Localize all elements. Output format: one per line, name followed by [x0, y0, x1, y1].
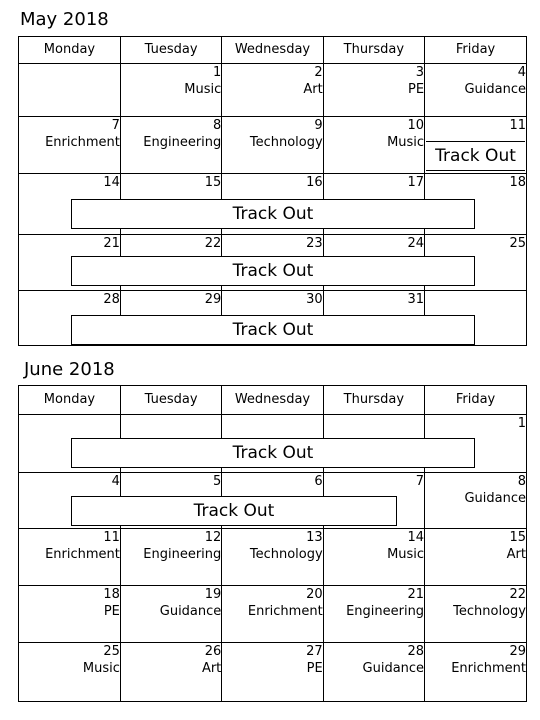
special-label: Guidance	[464, 490, 526, 506]
may-month-title: May 2018	[20, 9, 109, 30]
day-cell[interactable]	[323, 63, 424, 116]
day-cell[interactable]	[425, 116, 526, 173]
special-label: Engineering	[143, 546, 222, 562]
special-label: Music	[184, 81, 222, 97]
day-number: 5	[213, 473, 222, 489]
day-number: 15	[509, 529, 526, 545]
june-month-title: June 2018	[24, 359, 115, 380]
day-number: 17	[407, 174, 425, 190]
day-cell[interactable]	[425, 642, 526, 701]
day-cell[interactable]	[19, 528, 120, 585]
day-number: 12	[204, 529, 222, 545]
day-number: 1	[213, 64, 222, 80]
day-number: 25	[103, 643, 120, 659]
day-number: 10	[407, 117, 425, 133]
day-number: 27	[306, 643, 323, 659]
day-cell[interactable]	[120, 63, 221, 116]
day-cell[interactable]	[120, 116, 221, 173]
special-label: Guidance	[159, 603, 222, 619]
june-calendar-grid	[18, 385, 527, 702]
day-number: 31	[407, 291, 425, 307]
track-out-bar[interactable]: Track Out	[71, 496, 397, 526]
special-label: Guidance	[362, 660, 425, 676]
special-label: Enrichment	[45, 134, 120, 150]
weekday-header-thursday: Thursday	[323, 37, 424, 63]
weekday-header-monday: Monday	[19, 37, 120, 63]
day-cell[interactable]	[120, 642, 221, 701]
weekday-header-monday: Monday	[19, 386, 120, 414]
day-cell[interactable]	[19, 116, 120, 173]
day-number: 1	[517, 415, 526, 431]
special-label: Music	[387, 546, 425, 562]
special-label: Engineering	[346, 603, 425, 619]
track-out-bar[interactable]: Track Out	[71, 256, 475, 286]
special-label: Art	[506, 546, 526, 562]
special-label: PE	[103, 603, 120, 619]
special-label: Music	[82, 660, 120, 676]
weekday-header-friday: Friday	[425, 386, 526, 414]
weekday-header-tuesday: Tuesday	[120, 37, 221, 63]
special-label: Guidance	[464, 81, 526, 97]
track-out-bar[interactable]: Track Out	[426, 141, 525, 171]
day-number: 21	[103, 235, 120, 251]
day-number: 26	[204, 643, 222, 659]
special-label: Technology	[249, 134, 323, 150]
special-label: Art	[201, 660, 222, 676]
day-number: 22	[204, 235, 222, 251]
day-cell[interactable]	[222, 116, 323, 173]
day-number: 14	[407, 529, 425, 545]
special-label: Engineering	[143, 134, 222, 150]
day-number: 21	[407, 586, 425, 602]
day-number: 4	[111, 473, 120, 489]
day-cell[interactable]	[19, 63, 120, 116]
special-label: Technology	[453, 603, 526, 619]
day-number: 29	[204, 291, 222, 307]
special-label: Music	[387, 134, 425, 150]
day-number: 11	[509, 117, 526, 133]
day-number: 7	[111, 117, 120, 133]
special-label: Enrichment	[45, 546, 120, 562]
day-number: 6	[314, 473, 323, 489]
day-number: 2	[314, 64, 323, 80]
day-cell[interactable]	[323, 642, 424, 701]
weekday-header-tuesday: Tuesday	[120, 386, 221, 414]
day-cell[interactable]	[120, 528, 221, 585]
track-out-bar[interactable]: Track Out	[71, 199, 475, 229]
day-number: 8	[213, 117, 222, 133]
may-calendar-grid	[18, 36, 527, 346]
day-number: 16	[306, 174, 323, 190]
day-cell[interactable]	[323, 116, 424, 173]
special-label: Enrichment	[247, 603, 323, 619]
day-cell[interactable]	[19, 642, 120, 701]
day-cell[interactable]	[323, 585, 424, 642]
day-number: 30	[306, 291, 323, 307]
day-number: 28	[103, 291, 120, 307]
day-cell[interactable]	[323, 528, 424, 585]
day-number: 3	[415, 64, 425, 80]
day-cell[interactable]	[425, 585, 526, 642]
day-cell[interactable]	[222, 63, 323, 116]
day-number: 23	[306, 235, 323, 251]
day-number: 18	[509, 174, 526, 190]
special-label: Enrichment	[451, 660, 526, 676]
weekday-header-thursday: Thursday	[323, 386, 424, 414]
day-number: 13	[306, 529, 323, 545]
day-number: 11	[103, 529, 120, 545]
day-cell[interactable]	[19, 585, 120, 642]
day-number: 18	[103, 586, 120, 602]
weekday-header-wednesday: Wednesday	[222, 386, 323, 414]
weekday-header-wednesday: Wednesday	[222, 37, 323, 63]
day-number: 19	[204, 586, 222, 602]
day-number: 7	[415, 473, 425, 489]
special-label: PE	[306, 660, 323, 676]
day-number: 9	[314, 117, 323, 133]
track-out-bar[interactable]: Track Out	[71, 438, 475, 468]
day-number: 24	[407, 235, 425, 251]
special-label: PE	[408, 81, 425, 97]
track-out-bar[interactable]: Track Out	[71, 315, 475, 345]
day-cell[interactable]	[222, 642, 323, 701]
weekday-header-friday: Friday	[425, 37, 526, 63]
day-number: 29	[509, 643, 526, 659]
day-number: 28	[407, 643, 425, 659]
day-cell[interactable]	[425, 63, 526, 116]
day-cell[interactable]	[120, 585, 221, 642]
day-number: 4	[517, 64, 526, 80]
special-label: Art	[303, 81, 323, 97]
day-number: 25	[509, 235, 526, 251]
day-number: 22	[509, 586, 526, 602]
day-number: 15	[204, 174, 222, 190]
day-cell[interactable]	[425, 472, 526, 528]
day-cell[interactable]	[222, 585, 323, 642]
day-number: 8	[517, 473, 526, 489]
day-number: 14	[103, 174, 120, 190]
special-label: Technology	[249, 546, 323, 562]
day-number: 20	[306, 586, 323, 602]
day-cell[interactable]	[425, 528, 526, 585]
day-cell[interactable]	[222, 528, 323, 585]
